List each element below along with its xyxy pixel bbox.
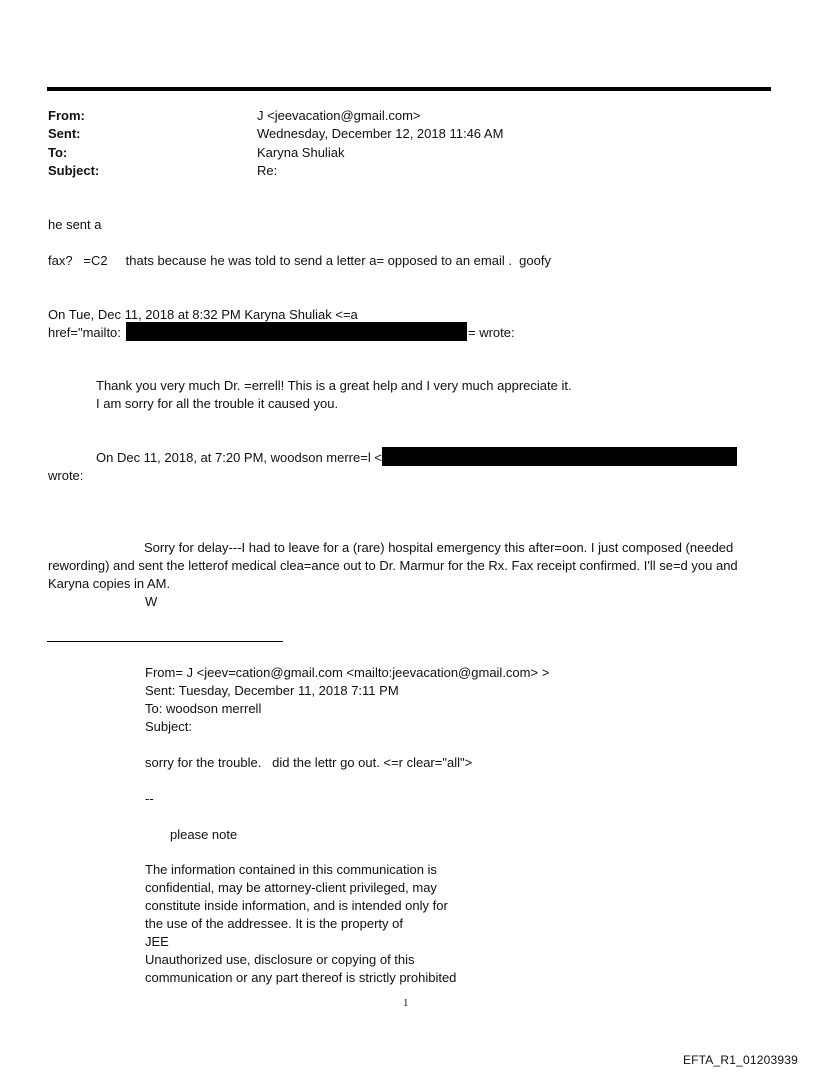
fwd-subject: Subject: bbox=[145, 719, 192, 734]
fwd-please-note: please note bbox=[170, 827, 238, 842]
page-number: 1 bbox=[403, 997, 409, 1009]
quote1-intro-a: On Tue, Dec 11, 2018 at 8:32 PM Karyna Shuliak <=a bbox=[48, 307, 358, 322]
body-line-2: fax? =C2 thats because he was told to send a letter a= opposed to an email . goofy bbox=[48, 253, 551, 268]
disclaimer-line: JEE bbox=[145, 934, 169, 949]
quote2-intro-b: wrote: bbox=[48, 468, 84, 483]
redaction-block bbox=[126, 322, 467, 341]
body-line-1: he sent a bbox=[48, 217, 102, 232]
disclaimer-line: Unauthorized use, disclosure or copying of this bbox=[145, 952, 415, 967]
sent-label: Sent: bbox=[48, 126, 81, 141]
fwd-from: From= J <jeev=cation@gmail.com <mailto:jeevacation@gmail.com> > bbox=[145, 665, 550, 680]
quote1-line-1: Thank you very much Dr. =errell! This is a great help and I very much appreciate it. bbox=[96, 378, 572, 393]
quote1-intro-b: href="mailto: bbox=[48, 325, 121, 340]
subject-label: Subject: bbox=[48, 163, 100, 178]
quote1-line-2: I am sorry for all the trouble it caused you. bbox=[96, 396, 339, 411]
disclaimer-line: constitute inside information, and is intended only for bbox=[145, 898, 448, 913]
sent-value: Wednesday, December 12, 2018 11:46 AM bbox=[257, 126, 504, 141]
subject-value: Re: bbox=[257, 163, 278, 178]
fwd-body: sorry for the trouble. did the lettr go out. <=r clear="all"> bbox=[145, 755, 473, 770]
separator-line bbox=[47, 641, 283, 642]
disclaimer-line: The information contained in this communication is bbox=[145, 862, 437, 877]
quote2-signature: W bbox=[145, 594, 158, 609]
disclaimer-line: confidential, may be attorney-client privileged, may bbox=[145, 880, 437, 895]
from-value: J <jeevacation@gmail.com> bbox=[257, 108, 421, 123]
document-id: EFTA_R1_01203939 bbox=[682, 1053, 798, 1067]
quote1-intro-c: = wrote: bbox=[468, 325, 515, 340]
disclaimer-line: communication or any part thereof is strictly prohibited bbox=[145, 970, 457, 985]
fwd-sent: Sent: Tuesday, December 11, 2018 7:11 PM bbox=[145, 683, 399, 698]
redaction-block bbox=[382, 447, 737, 466]
from-label: From: bbox=[48, 108, 85, 123]
fwd-to: To: woodson merrell bbox=[145, 701, 262, 716]
quote2-paragraph: Sorry for delay---I had to leave for a (rare) hospital emergency this after=oon. I just composed (needed rewording) and sent the letterof medical clea=ance out to Dr. Marmur for the Rx. Fax receipt confirmed. I'll se=d you and Karyna copies in AM. bbox=[48, 540, 738, 591]
fwd-dashes: -- bbox=[145, 791, 154, 806]
to-label: To: bbox=[48, 145, 68, 160]
disclaimer-line: the use of the addressee. It is the property of bbox=[145, 916, 403, 931]
quote2-intro-a: On Dec 11, 2018, at 7:20 PM, woodson merre=l < bbox=[96, 450, 382, 465]
header-rule bbox=[47, 87, 771, 91]
to-value: Karyna Shuliak bbox=[257, 145, 345, 160]
